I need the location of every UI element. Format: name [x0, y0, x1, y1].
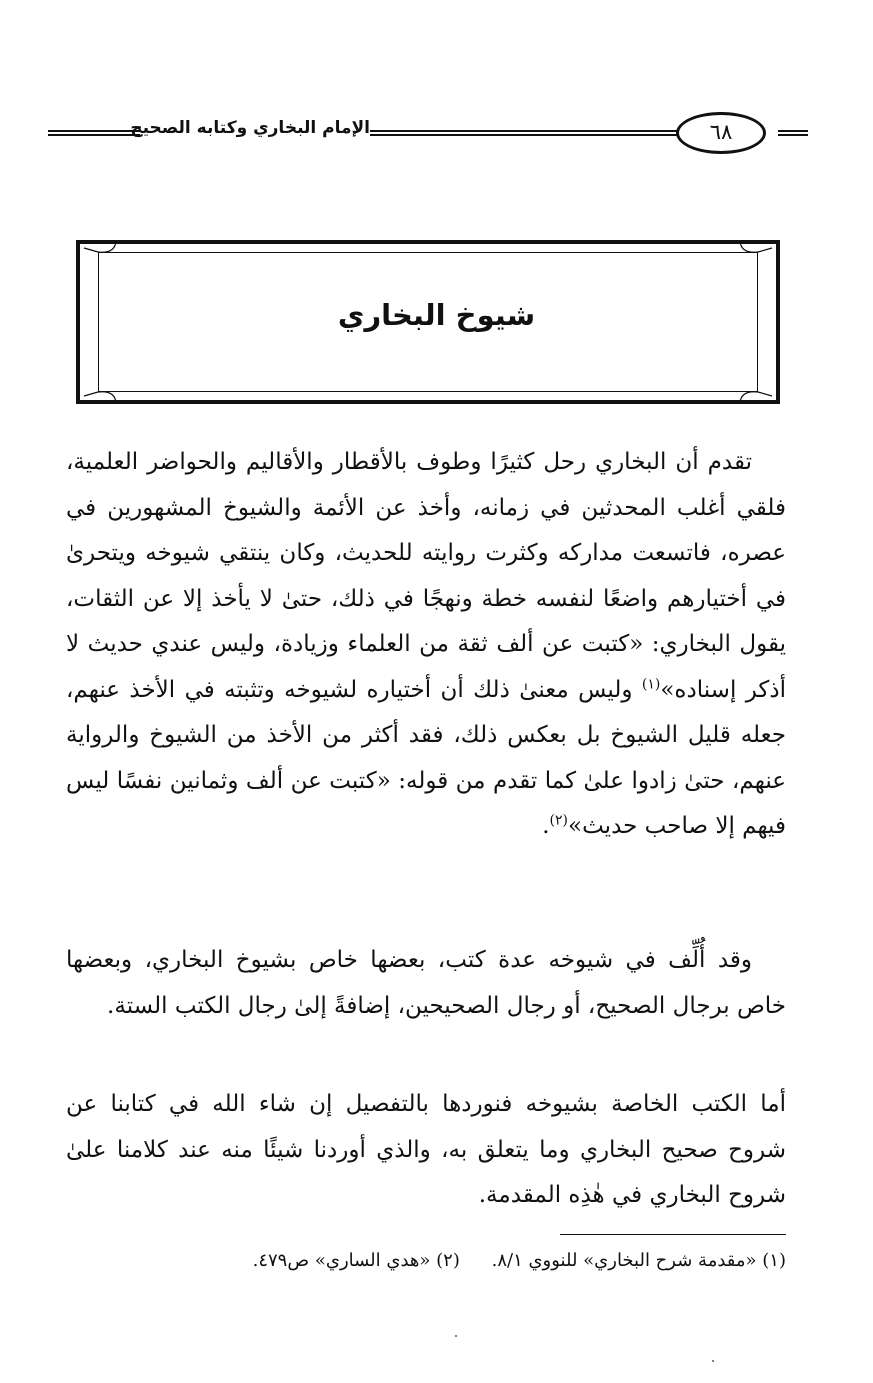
- paragraph-3-text: أما الكتب الخاصة بشيوخه فنوردها بالتفصيل إن شاء الله في كتابنا عن شروح صحيح البخاري وما يتعلق به، والذي أوردنا شيئًا منه عند كلامنا علىٰ شروح البخاري في هٰذِه المقدمة.: [66, 1091, 786, 1208]
- running-title: الإمام البخاري وكتابه الصحيح: [130, 118, 370, 138]
- corner-ornament-top-right: [740, 242, 758, 252]
- header-rule-middle: [370, 130, 693, 136]
- paragraph-2-text: وقد أُلِّف في شيوخه عدة كتب، بعضها خاص بشيوخ البخاري، وبعضها خاص برجال الصحيح، أو رجال الصحيحين، إضافةً إلىٰ رجال الكتب الستة.: [66, 947, 786, 1019]
- paragraph-3: [66, 1082, 786, 1219]
- paragraph-1-text: تقدم أن البخاري رحل كثيرًا وطوف بالأقطار والأقاليم والحواضر العلمية، فلقي أغلب المحدثين في زمانه، وأخذ عن الأئمة والشيوخ المشهورين في عصره، فاتسعت مداركه وكثرت روايته للحديث، وكان ينتقي شيوخه ويتحرىٰ في أختيارهم واضعًا لنفسه خطة ونهجًا في ذلك، حتىٰ لا يأخذ إلا عن الثقات، يقول البخاري: «كتبت عن ألف ثقة من العلماء وزيادة، وليس عندي حديث لا أذكر إسناده»: [66, 449, 786, 703]
- page-number: ٦٨: [709, 120, 733, 144]
- scan-speck: [455, 1335, 457, 1337]
- paragraph-1: [66, 440, 786, 850]
- footnotes: [90, 1250, 786, 1271]
- chapter-title: شيوخ البخاري: [337, 298, 536, 332]
- scan-speck: [712, 1360, 714, 1362]
- paragraph-1-end: .: [542, 813, 550, 839]
- paragraph-2: [66, 938, 786, 1029]
- footnote-separator: [560, 1234, 786, 1235]
- running-header: [48, 108, 808, 160]
- header-rule-right: [778, 130, 808, 136]
- footnote-ref-1: (١): [641, 675, 661, 692]
- corner-ornament-top-left: [98, 242, 116, 252]
- paragraph-1-continuation: وليس معنىٰ ذلك أن أختياره لشيوخه وتثبته في الأخذ عنهم، جعله قليل الشيوخ بل بعكس ذلك، فقد أكثر من الأخذ من الشيوخ والرواية عنهم، حتىٰ زادوا علىٰ كما تقدم من قوله: «كتبت عن ألف وثمانين نفسًا ليس فيهم إلا صاحب حديث»: [66, 676, 786, 839]
- corner-ornament-bottom-right: [740, 392, 758, 402]
- corner-ornament-bottom-left: [98, 392, 116, 402]
- header-rule-left: [48, 130, 140, 136]
- page-number-badge: [676, 112, 766, 154]
- footnote-2: (٢) «هدي الساري» ص٤٧٩.: [252, 1250, 460, 1271]
- footnote-ref-2: (٢): [549, 812, 569, 829]
- footnote-1: (١) «مقدمة شرح البخاري» للنووي ٨/١.: [491, 1250, 786, 1271]
